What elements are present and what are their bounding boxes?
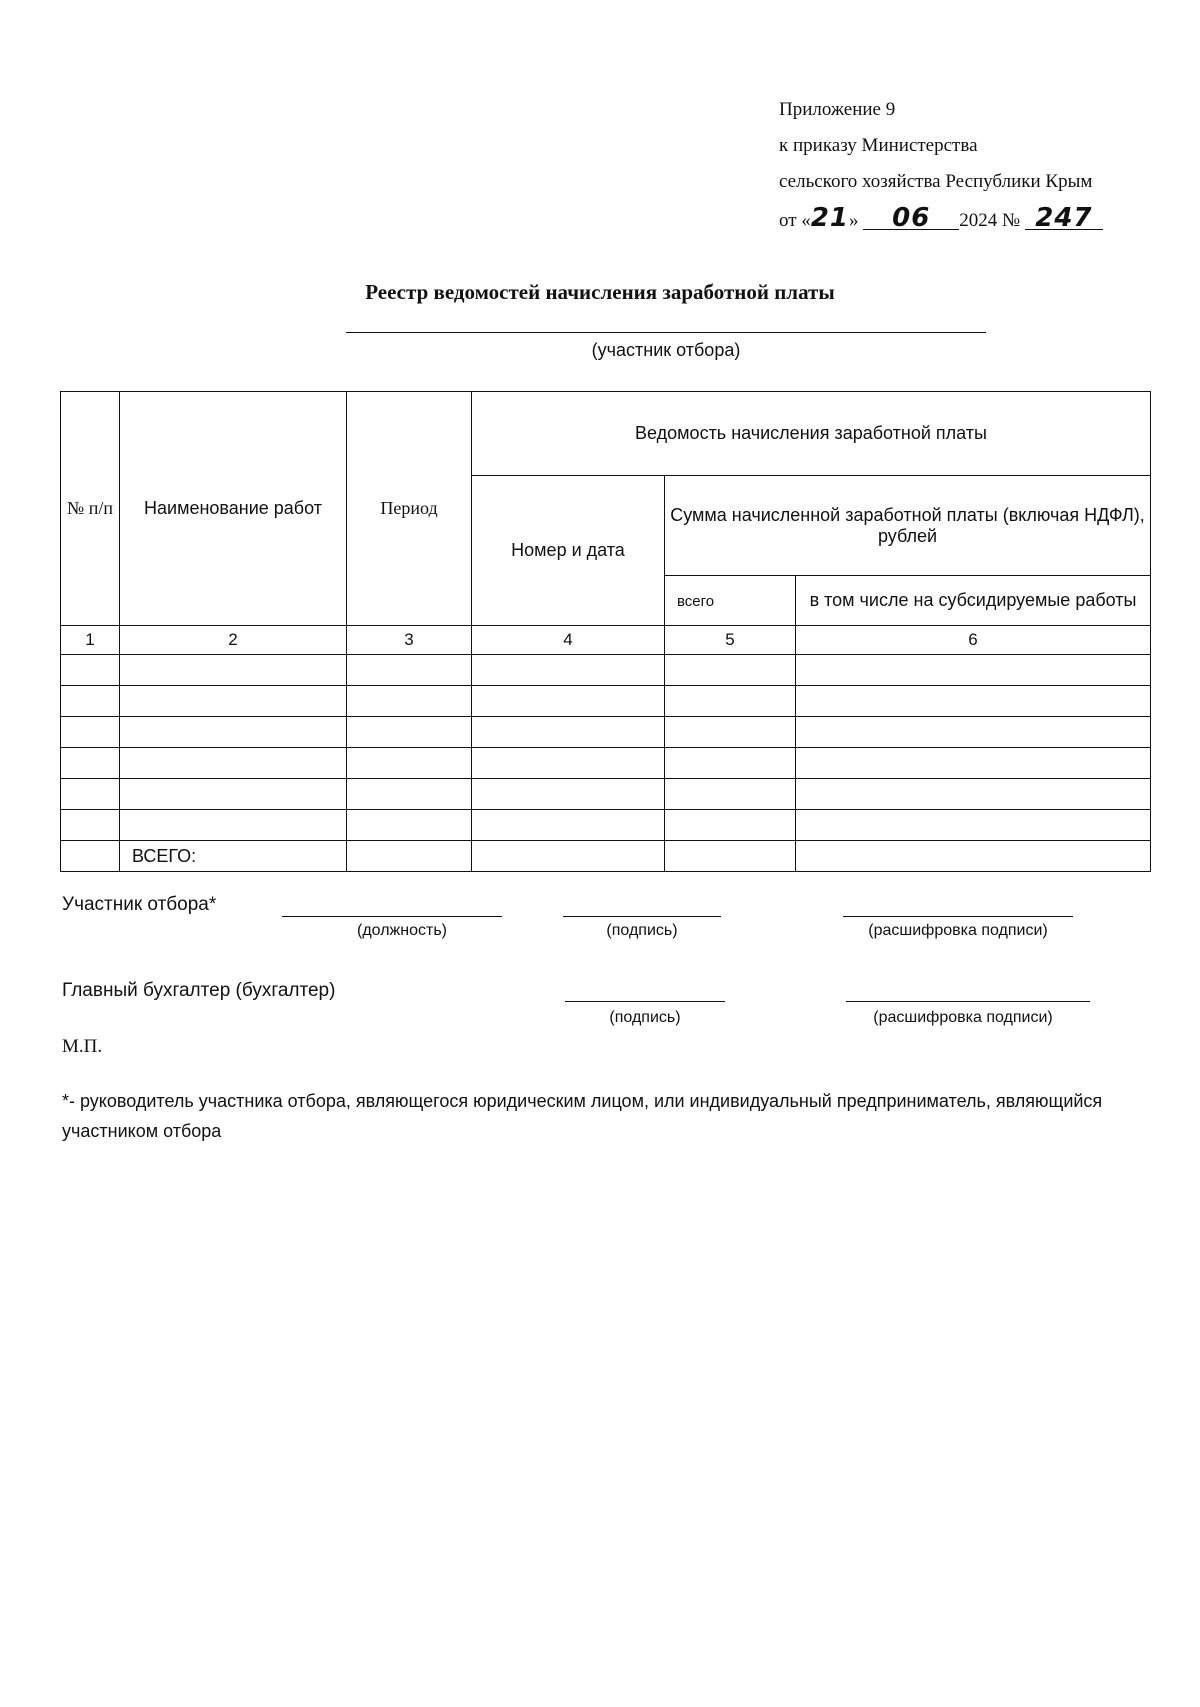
accountant-label: Главный бухгалтер (бухгалтер) — [62, 980, 336, 1001]
table-cell[interactable] — [665, 841, 796, 872]
table-cell[interactable] — [665, 810, 796, 841]
table-cell[interactable] — [61, 655, 120, 686]
table-row — [61, 655, 1151, 686]
position-caption: (должность) — [357, 922, 447, 939]
accountant-signature-caption: (подпись) — [609, 1009, 681, 1026]
table-cell — [61, 841, 120, 872]
header-period: Период — [347, 392, 472, 626]
register-table — [60, 391, 1151, 872]
table-row — [61, 686, 1151, 717]
table-row — [61, 717, 1151, 748]
handwritten-order-number: 247 — [1025, 207, 1103, 230]
table-cell[interactable] — [120, 655, 347, 686]
table-cell[interactable] — [796, 717, 1151, 748]
handwritten-month: 06 — [863, 207, 959, 230]
decoding-caption: (расшифровка подписи) — [868, 922, 1048, 939]
table-cell[interactable] — [120, 810, 347, 841]
year-and-number-sign: 2024 № — [959, 210, 1021, 231]
table-cell[interactable] — [665, 655, 796, 686]
handwritten-day: 21 — [810, 203, 849, 233]
appendix-number: Приложение 9 — [779, 99, 896, 120]
accountant-signature-line[interactable] — [565, 1001, 725, 1002]
column-number: 2 — [120, 626, 347, 655]
header-total: всего — [665, 576, 796, 626]
column-number: 4 — [472, 626, 665, 655]
column-number: 1 — [61, 626, 120, 655]
table-cell[interactable] — [120, 686, 347, 717]
table-cell[interactable] — [120, 748, 347, 779]
column-number: 5 — [665, 626, 796, 655]
table-cell[interactable] — [61, 810, 120, 841]
table-cell[interactable] — [796, 686, 1151, 717]
date-prefix: от « — [779, 210, 811, 231]
total-row — [61, 841, 1151, 872]
table-cell[interactable] — [796, 655, 1151, 686]
column-number: 3 — [347, 626, 472, 655]
table-cell[interactable] — [472, 655, 665, 686]
order-date-line — [779, 200, 1199, 239]
table-row — [61, 810, 1151, 841]
table-cell[interactable] — [665, 779, 796, 810]
table-cell[interactable] — [796, 779, 1151, 810]
table-cell[interactable] — [796, 841, 1151, 872]
table-cell[interactable] — [347, 655, 472, 686]
table-cell[interactable] — [472, 717, 665, 748]
header-work-name: Наименование работ — [120, 392, 347, 626]
participant-signature-label: Участник отбора* — [62, 894, 217, 915]
table-cell[interactable] — [347, 810, 472, 841]
table-cell[interactable] — [347, 841, 472, 872]
accountant-decoding-caption: (расшифровка подписи) — [873, 1009, 1053, 1026]
header-statement-group: Ведомость начисления заработной платы — [472, 392, 1151, 476]
column-number: 6 — [796, 626, 1151, 655]
ministry-line: сельского хозяйства Республики Крым — [779, 171, 1093, 192]
table-cell[interactable] — [61, 779, 120, 810]
decoding-line[interactable] — [843, 916, 1073, 917]
table-cell[interactable] — [472, 779, 665, 810]
table-cell[interactable] — [472, 841, 665, 872]
table-row — [61, 748, 1151, 779]
table-cell[interactable] — [472, 686, 665, 717]
header-row-number: № п/п — [61, 392, 120, 626]
position-line[interactable] — [282, 916, 502, 917]
table-cell[interactable] — [347, 748, 472, 779]
table-cell[interactable] — [472, 810, 665, 841]
total-label: ВСЕГО: — [120, 841, 347, 872]
table-cell[interactable] — [120, 779, 347, 810]
signature-line[interactable] — [563, 916, 721, 917]
table-cell[interactable] — [665, 717, 796, 748]
table-cell[interactable] — [61, 748, 120, 779]
signature-caption: (подпись) — [606, 922, 678, 939]
table-cell[interactable] — [120, 717, 347, 748]
appendix-header — [779, 92, 1199, 239]
stamp-place: М.П. — [62, 1036, 103, 1057]
table-cell[interactable] — [347, 717, 472, 748]
document-title: Реестр ведомостей начисления заработной платы — [365, 280, 835, 304]
table-cell[interactable] — [796, 810, 1151, 841]
table-cell[interactable] — [347, 686, 472, 717]
order-line: к приказу Министерства — [779, 135, 978, 156]
footnote: *- руководитель участника отбора, являющегося юридическим лицом, или индивидуальный предприниматель, являющийся участником отбора — [62, 1091, 1103, 1141]
accountant-decoding-line[interactable] — [846, 1001, 1090, 1002]
header-subsidized: в том числе на субсидируемые работы — [796, 576, 1151, 626]
table-cell[interactable] — [472, 748, 665, 779]
table-row — [61, 779, 1151, 810]
header-number-date: Номер и дата — [472, 476, 665, 626]
table-cell[interactable] — [665, 748, 796, 779]
table-cell[interactable] — [61, 686, 120, 717]
column-numbers-row — [61, 626, 1151, 655]
table-cell[interactable] — [665, 686, 796, 717]
participant-caption: (участник отбора) — [591, 340, 741, 360]
table-cell[interactable] — [796, 748, 1151, 779]
table-cell[interactable] — [61, 717, 120, 748]
date-close-quote: » — [849, 210, 859, 231]
header-sum-group: Сумма начисленной заработной платы (включая НДФЛ), рублей — [665, 476, 1151, 576]
table-cell[interactable] — [347, 779, 472, 810]
participant-fill-line[interactable] — [346, 332, 986, 333]
